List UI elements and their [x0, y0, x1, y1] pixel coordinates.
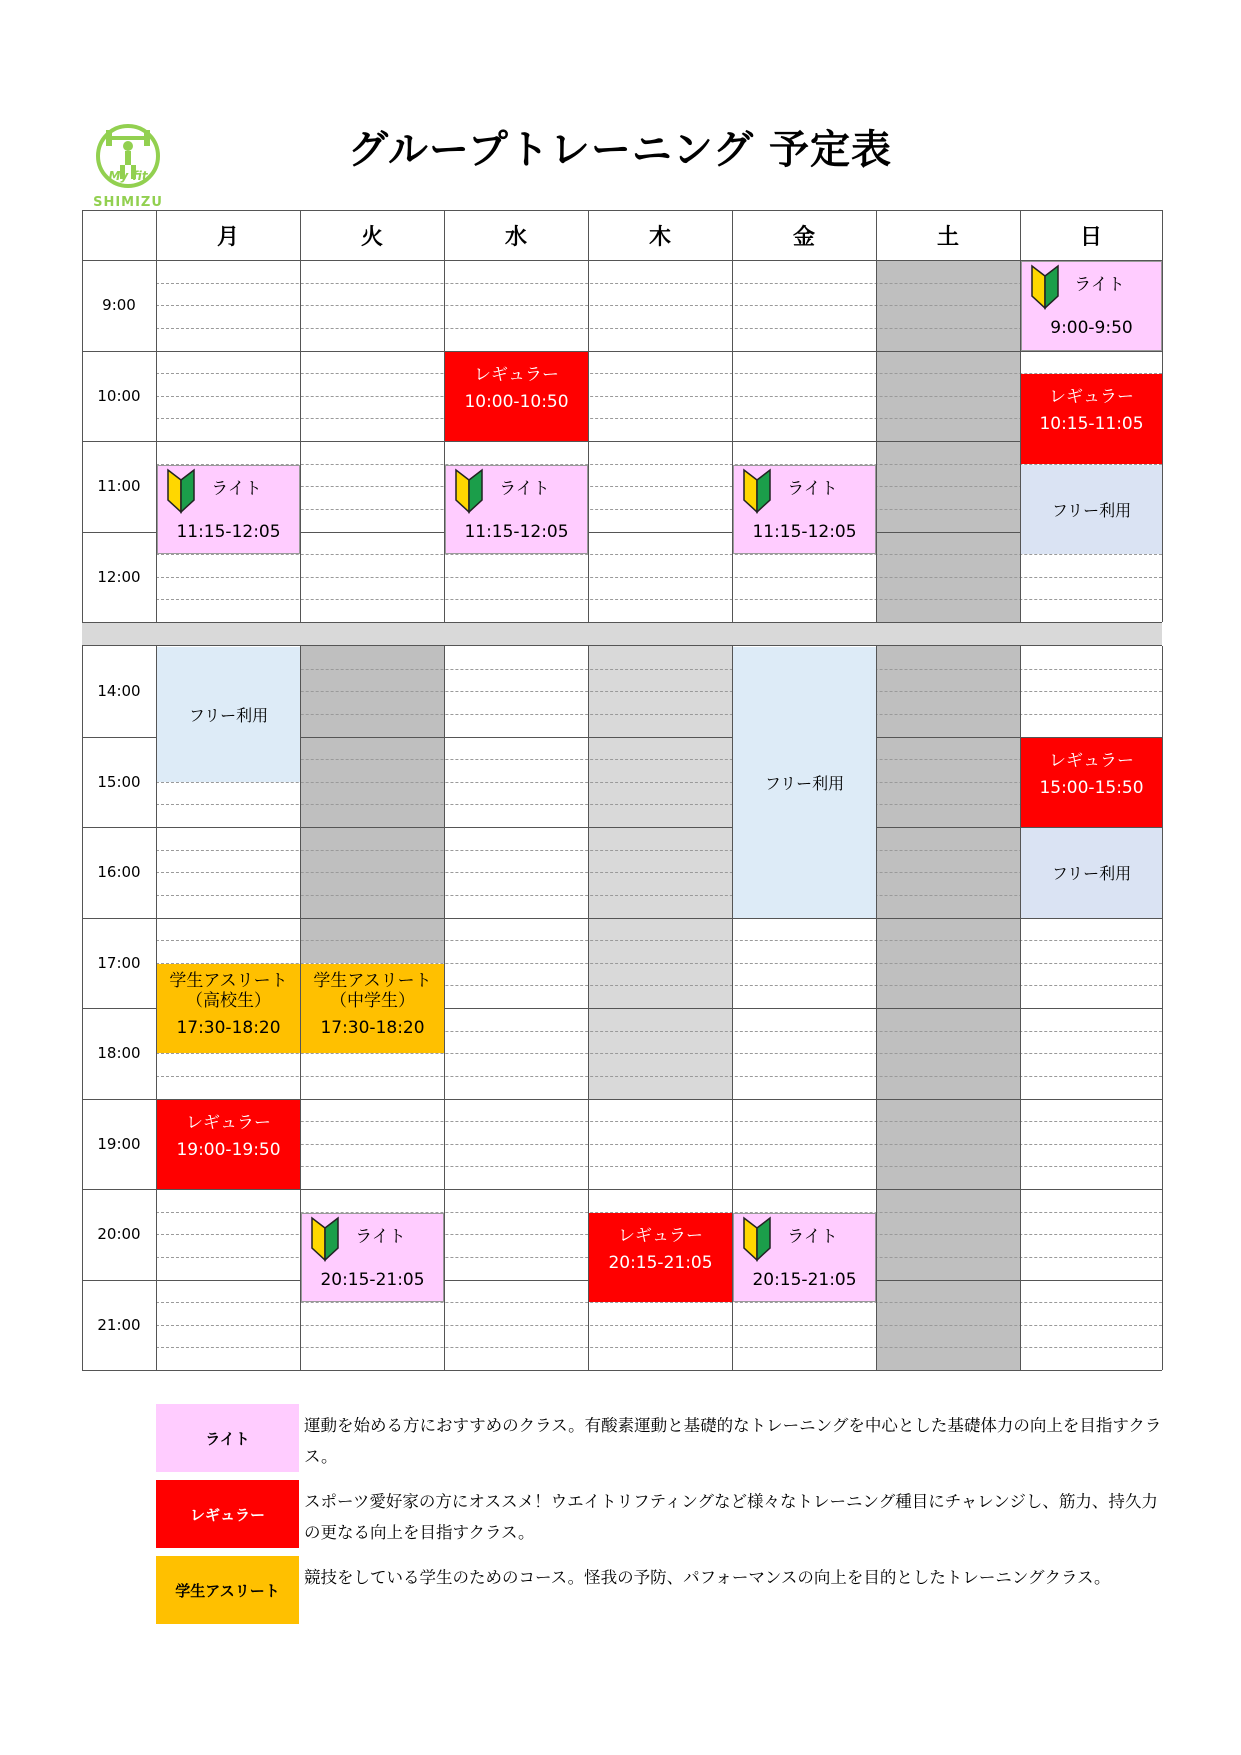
class-name: ライト [1074, 275, 1125, 295]
class-block-athlete[interactable] [301, 964, 444, 1054]
class-subtitle: （高校生） [186, 990, 271, 1011]
class-name: ライト [787, 1226, 838, 1247]
class-name: ライト [787, 478, 838, 499]
legend-regular-swatch: レギュラー [156, 1480, 299, 1548]
column-line [588, 210, 589, 622]
class-header [1022, 262, 1161, 310]
class-block-light[interactable] [1021, 261, 1162, 351]
class-name: フリー利用 [188, 705, 269, 725]
class-name: フリー利用 [1051, 864, 1132, 884]
class-name: レギュラー [1049, 750, 1134, 771]
myfit-logo [90, 122, 170, 210]
quarter-line [156, 1347, 1162, 1348]
class-time: 10:00-10:50 [464, 391, 569, 412]
quarter-line [156, 895, 1162, 896]
class-name: レギュラー [474, 364, 559, 385]
class-block-light[interactable] [733, 1213, 876, 1303]
class-name: レギュラー [1049, 387, 1134, 408]
class-block-regular[interactable] [1021, 374, 1162, 464]
quarter-line [156, 782, 1162, 783]
time-label: 9:00 [102, 296, 136, 315]
time-label: 21:00 [97, 1315, 141, 1334]
class-time: 20:15-21:05 [752, 1269, 857, 1290]
class-block-light[interactable] [157, 465, 300, 555]
quarter-line [156, 509, 1162, 510]
quarter-line [156, 283, 1162, 284]
class-name: レギュラー [186, 1112, 271, 1133]
logo-text: SHIMIZU [93, 195, 163, 210]
class-subtitle: （中学生） [330, 990, 415, 1011]
quarter-line [156, 1121, 1162, 1122]
class-block-free[interactable] [1021, 828, 1162, 918]
class-name: ライト [499, 478, 550, 499]
header-bottom-line [82, 260, 1162, 261]
class-block-free[interactable] [733, 647, 876, 918]
class-name: レギュラー [618, 1225, 703, 1246]
time-label: 18:00 [97, 1044, 141, 1063]
class-time: 11:15-12:05 [464, 521, 569, 542]
column-line [876, 646, 877, 1370]
class-name: 学生アスリート [169, 970, 288, 991]
legend-light-swatch: ライト [156, 1404, 299, 1472]
quarter-line [156, 373, 1162, 374]
class-time: 20:15-21:05 [608, 1252, 713, 1273]
day-header: 月 [216, 224, 239, 250]
time-label: 16:00 [97, 863, 141, 882]
class-name: ライト [211, 478, 262, 499]
quarter-line [156, 396, 1162, 397]
day-header: 日 [1079, 224, 1102, 250]
quarter-line [156, 1166, 1162, 1167]
time-label: 14:00 [97, 682, 141, 701]
day-header: 金 [792, 224, 815, 250]
class-time: 11:15-12:05 [176, 521, 281, 542]
hour-line [82, 827, 1162, 828]
class-time: 17:30-18:20 [320, 1017, 425, 1038]
quarter-line [156, 669, 1162, 670]
column-line [444, 646, 445, 1370]
time-label: 20:00 [97, 1225, 141, 1244]
class-block-regular[interactable] [1021, 738, 1162, 828]
quarter-line [156, 940, 1162, 941]
class-header [158, 466, 299, 514]
column-line [876, 210, 877, 622]
page-title: グループトレーニング 予定表 [348, 127, 892, 173]
class-time: 15:00-15:50 [1039, 777, 1144, 798]
time-label: 12:00 [97, 567, 141, 586]
hour-line [82, 1189, 1162, 1190]
class-name: 学生アスリート [313, 970, 432, 991]
column-line [300, 210, 301, 622]
quarter-line [156, 577, 1162, 578]
day-header: 水 [504, 224, 527, 250]
quarter-line [156, 759, 1162, 760]
legend-athlete-swatch: 学生アスリート [156, 1556, 299, 1624]
quarter-line [156, 305, 1162, 306]
legend-light-desc: 運動を始める方におすすめのクラス。有酸素運動と基礎的なトレーニングを中心とした基礎体力の向上を目指すクラス。 [304, 1416, 1162, 1466]
class-time: 10:15-11:05 [1039, 414, 1144, 435]
class-name: フリー利用 [1051, 500, 1132, 520]
class-block-regular[interactable] [589, 1213, 732, 1303]
column-line [156, 210, 157, 622]
quarter-line [156, 328, 1162, 329]
quarter-line [156, 1302, 1162, 1303]
class-block-light[interactable] [301, 1213, 444, 1303]
class-time: 11:15-12:05 [752, 521, 857, 542]
time-label: 11:00 [97, 477, 141, 496]
day-header: 土 [936, 224, 959, 250]
class-time: 20:15-21:05 [320, 1269, 425, 1290]
logo-script: My fit [108, 169, 148, 183]
quarter-line [156, 599, 1162, 600]
quarter-line [156, 418, 1162, 419]
class-block-athlete[interactable] [157, 964, 300, 1054]
class-time: 19:00-19:50 [176, 1139, 281, 1160]
quarter-line [156, 804, 1162, 805]
class-header [734, 1214, 875, 1262]
quarter-line [156, 464, 1162, 465]
quarter-line [156, 872, 1162, 873]
time-label: 17:00 [97, 953, 141, 972]
hour-line [82, 441, 1162, 442]
class-block-light[interactable] [733, 465, 876, 555]
quarter-line [156, 1076, 1162, 1077]
class-header [734, 466, 875, 514]
column-line [1162, 646, 1163, 1370]
time-label: 10:00 [97, 386, 141, 405]
time-label: 19:00 [97, 1134, 141, 1153]
quarter-line [156, 1325, 1162, 1326]
quarter-line [156, 554, 1162, 555]
class-block-free[interactable] [157, 647, 300, 782]
quarter-line [156, 1144, 1162, 1145]
quarter-line [156, 714, 1162, 715]
quarter-line [156, 850, 1162, 851]
legend-athlete-desc: 競技をしている学生のためのコース。怪我の予防、パフォーマンスの向上を目的としたトレーニングクラス。 [304, 1568, 1111, 1587]
quarter-line [156, 486, 1162, 487]
class-block-light[interactable] [445, 465, 588, 555]
quarter-line [156, 1053, 1162, 1054]
class-header [302, 1214, 443, 1262]
day-header: 火 [360, 224, 383, 250]
column-line [732, 210, 733, 622]
hour-line [82, 351, 1162, 352]
class-time: 17:30-18:20 [176, 1017, 281, 1038]
class-name: フリー利用 [764, 773, 845, 793]
grid-bottom-line [82, 1370, 1162, 1371]
class-header [446, 466, 587, 514]
schedule-grid [82, 210, 1162, 1372]
time-label: 15:00 [97, 772, 141, 791]
column-line [1162, 210, 1163, 622]
class-time: 9:00-9:50 [1050, 318, 1133, 339]
class-block-regular[interactable] [157, 1100, 300, 1190]
quarter-line [156, 691, 1162, 692]
class-block-free[interactable] [1021, 465, 1162, 555]
legend-regular-desc: スポーツ愛好家の方にオススメ！ウエイトリフティングなど様々なトレーニング種目にチャレンジし、筋力、持久力の更なる向上を目指すクラス。 [304, 1492, 1158, 1542]
class-block-regular[interactable] [445, 352, 588, 442]
hour-line [82, 918, 1162, 919]
day-header: 木 [648, 224, 671, 250]
class-name: ライト [355, 1226, 406, 1247]
lunch-break-bar [82, 622, 1162, 646]
